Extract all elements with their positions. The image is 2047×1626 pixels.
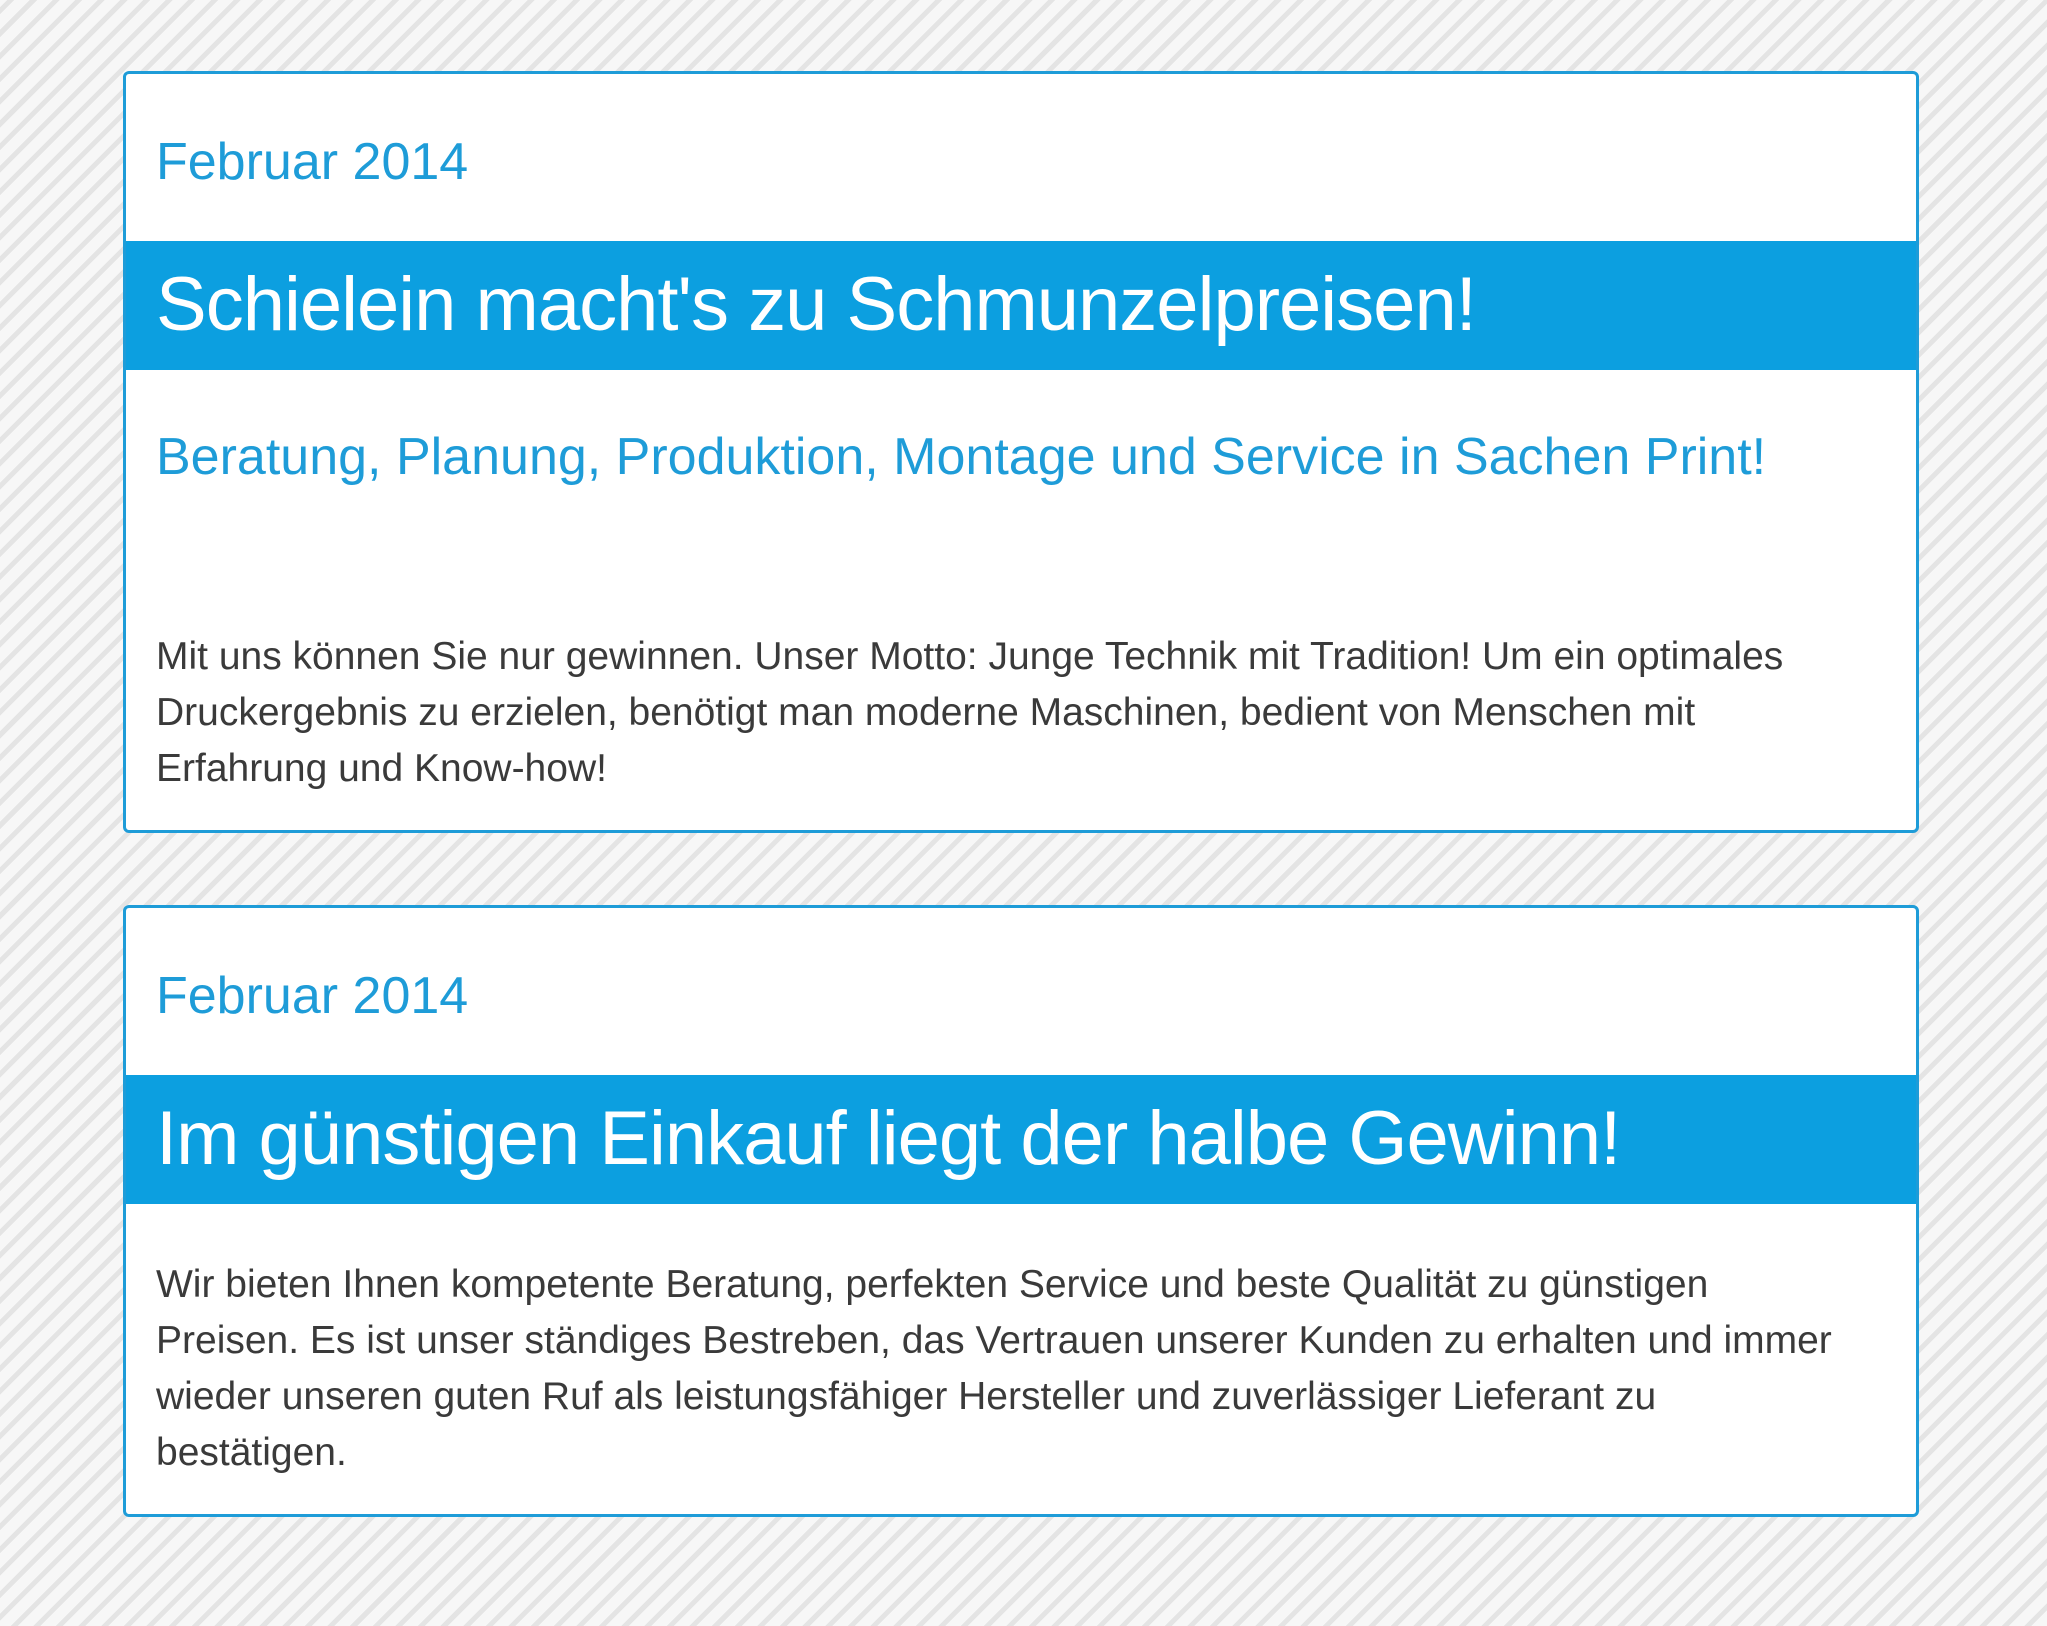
title-banner — [126, 241, 1916, 370]
article-date: Februar 2014 — [156, 967, 469, 1025]
article-body: Mit uns können Sie nur gewinnen. Unser Motto: Junge Technik mit Tradition! Um ein optimales Druckergebnis zu erzielen, benötigt man moderne Maschinen, bedient von Menschen mit Erfahrung und Know-how! — [156, 635, 1784, 790]
title-banner — [126, 1075, 1916, 1204]
news-card — [123, 905, 1919, 1517]
article-body: Wir bieten Ihnen kompetente Beratung, perfekten Service und beste Qualität zu günstigen Preisen. Es ist unser ständiges Bestreben, das Vertrauen unserer Kunden zu erhalten und immer wieder unseren guten Ruf als leistungsfähiger Hersteller und zuverlässiger Lieferant zu bestätigen. — [156, 1263, 1832, 1474]
article-title: Im günstigen Einkauf liegt der halbe Gewinn! — [156, 1096, 1621, 1181]
article-date: Februar 2014 — [156, 133, 469, 191]
article-title: Schielein macht's zu Schmunzelpreisen! — [156, 262, 1476, 347]
article-subtitle: Beratung, Planung, Produktion, Montage und Service in Sachen Print! — [156, 428, 1767, 486]
news-card — [123, 71, 1919, 833]
